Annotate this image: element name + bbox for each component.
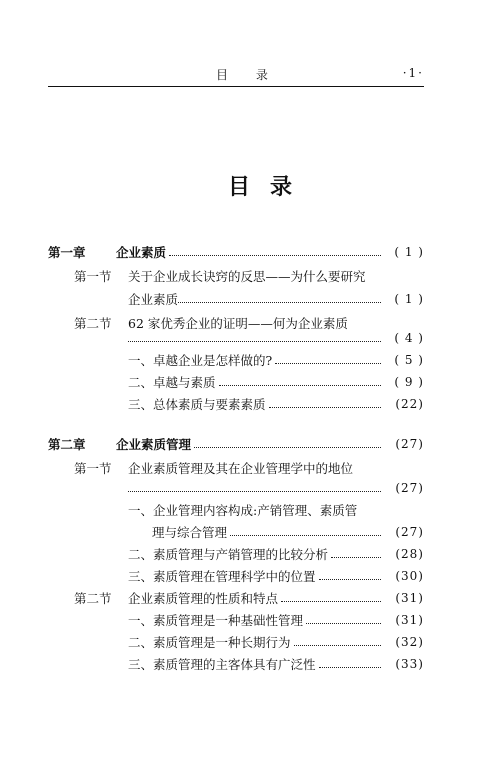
toc-entry[interactable] <box>128 394 424 414</box>
running-header <box>48 60 424 87</box>
toc-prefix: 第二节 <box>74 591 112 606</box>
leader-dots <box>294 645 381 646</box>
toc-label: 二、素质管理是一种长期行为 <box>128 635 291 650</box>
toc-page: (27) <box>395 525 424 539</box>
toc-entry[interactable] <box>128 372 424 392</box>
toc-label: 一、卓越企业是怎样做的? <box>128 353 273 368</box>
toc-page: ( 4 ) <box>394 331 424 345</box>
toc-entry[interactable] <box>128 328 424 348</box>
toc-page: ( 5 ) <box>394 353 424 367</box>
toc-page: (33) <box>395 657 424 671</box>
leader-dots <box>230 535 381 536</box>
toc-entry[interactable] <box>74 266 424 286</box>
header-page-number: ·1· <box>402 66 424 80</box>
toc-entry[interactable] <box>128 610 424 630</box>
toc-prefix: 第一章 <box>48 245 86 260</box>
header-title: 目 录 <box>216 68 280 82</box>
leader-dots <box>194 447 381 448</box>
leader-dots <box>128 491 381 492</box>
toc-label: 企业素质 <box>116 245 167 260</box>
toc-entry[interactable] <box>128 632 424 652</box>
leader-dots <box>178 302 381 303</box>
toc-entry[interactable] <box>128 566 424 586</box>
toc-page: (31) <box>395 613 424 627</box>
leader-dots <box>281 601 381 602</box>
toc-entry[interactable] <box>128 350 424 370</box>
toc-entry[interactable] <box>74 588 424 608</box>
toc-prefix: 第二节 <box>74 316 112 331</box>
toc-label: 一、素质管理是一种基础性管理 <box>128 613 304 628</box>
leader-dots <box>306 623 381 624</box>
toc-label: 企业素质管理 <box>116 437 192 452</box>
toc-label: 一、企业管理内容构成:产销管理、素质管 <box>128 503 358 518</box>
toc-label: 三、总体素质与要素素质 <box>128 397 266 412</box>
toc-entry[interactable] <box>128 544 424 564</box>
toc-label: 62 家优秀企业的证明——何为企业素质 <box>128 316 348 331</box>
toc-entry[interactable] <box>128 654 424 674</box>
leader-dots <box>319 579 381 580</box>
toc-prefix: 第一节 <box>74 461 112 476</box>
leader-dots <box>319 667 381 668</box>
page-title: 目录 <box>227 174 312 200</box>
toc-page: (31) <box>395 591 424 605</box>
leader-dots <box>275 363 381 364</box>
toc-label: 企业素质管理及其在企业管理学中的地位 <box>128 461 354 476</box>
toc-label: 关于企业成长诀窍的反思——为什么要研究 <box>128 269 366 284</box>
leader-dots <box>169 255 381 256</box>
leader-dots <box>269 407 381 408</box>
leader-dots <box>219 385 381 386</box>
toc-entry[interactable] <box>48 434 424 454</box>
toc-page: (27) <box>395 437 424 451</box>
toc-page: ( 1 ) <box>394 245 424 259</box>
toc-page: (22) <box>395 397 424 411</box>
toc-entry[interactable] <box>152 522 424 542</box>
toc-label: 理与综合管理 <box>152 525 228 540</box>
toc-label: 三、素质管理的主客体具有广泛性 <box>128 657 316 672</box>
toc-page: ( 1 ) <box>394 292 424 306</box>
toc-prefix: 第二章 <box>48 437 86 452</box>
toc-page: ( 9 ) <box>394 375 424 389</box>
toc-label: 二、素质管理与产销管理的比较分析 <box>128 547 329 562</box>
leader-dots <box>331 557 381 558</box>
toc-entry[interactable] <box>128 500 424 520</box>
leader-dots <box>128 341 381 342</box>
toc-prefix: 第一节 <box>74 269 112 284</box>
toc-entry[interactable] <box>48 242 424 262</box>
toc-label: 二、卓越与素质 <box>128 375 216 390</box>
toc-entry[interactable] <box>128 478 424 498</box>
toc-page: (30) <box>395 569 424 583</box>
toc-entry[interactable] <box>128 289 424 309</box>
toc-page: (27) <box>395 481 424 495</box>
toc-label: 企业素质管理的性质和特点 <box>128 591 279 606</box>
toc-page: (32) <box>395 635 424 649</box>
toc-page: (28) <box>395 547 424 561</box>
toc-label: 三、素质管理在管理科学中的位置 <box>128 569 316 584</box>
toc-label: 企业素质 <box>128 292 179 307</box>
toc-entry[interactable] <box>74 458 424 478</box>
